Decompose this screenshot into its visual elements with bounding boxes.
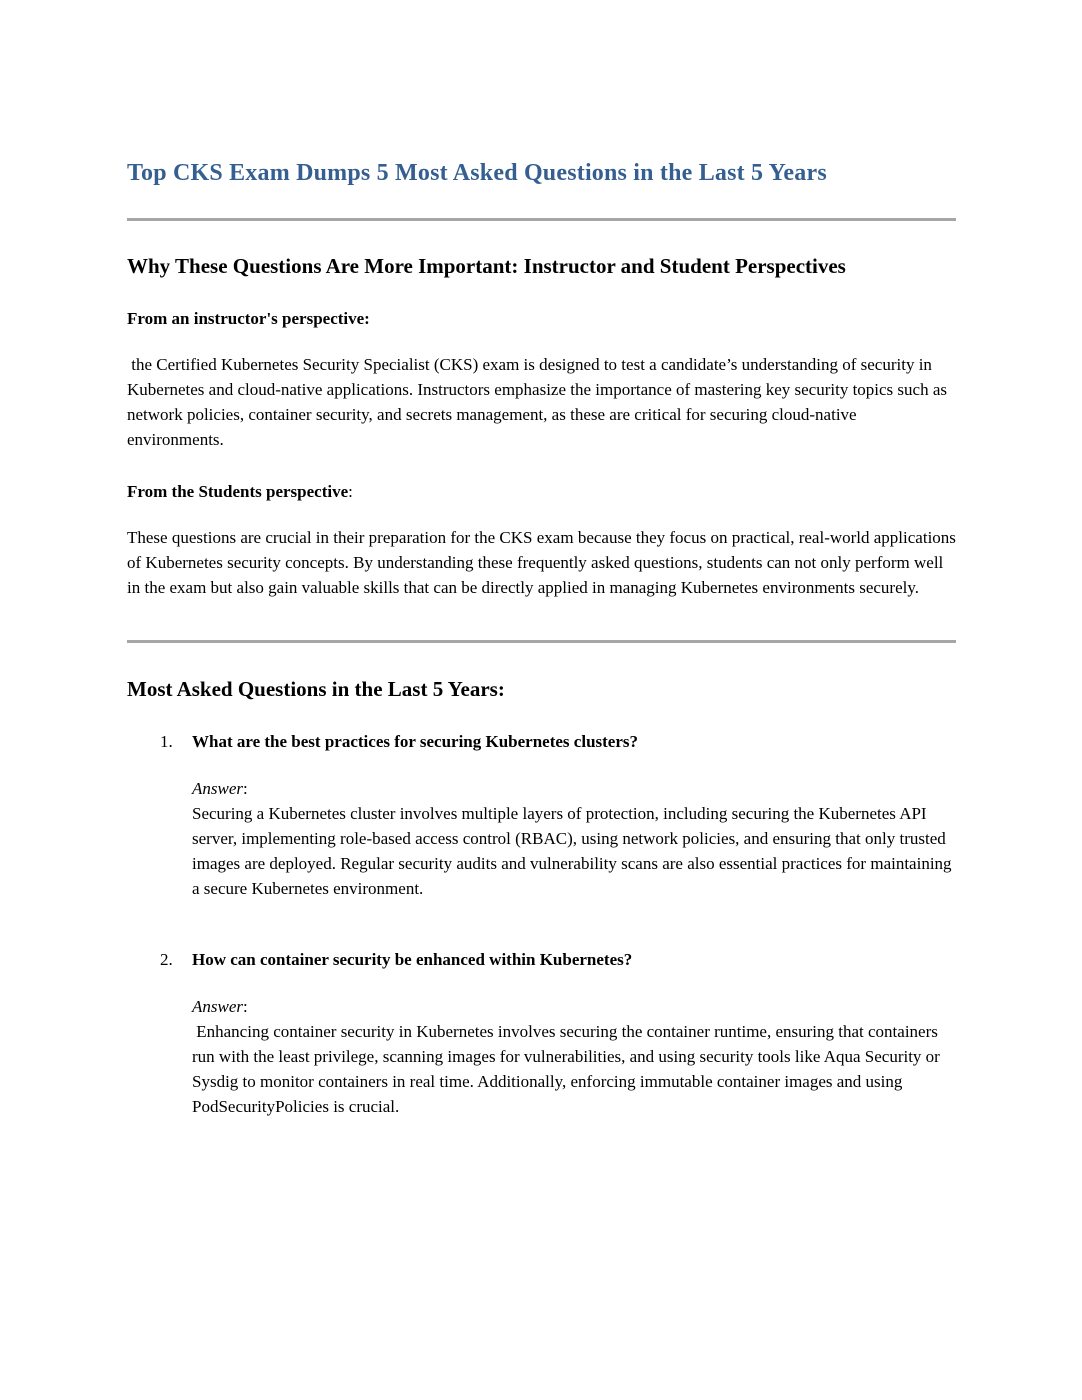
answer-label-word: Answer <box>192 779 243 798</box>
question-number: 1. <box>160 732 173 751</box>
divider-rule-top <box>127 218 956 221</box>
students-perspective-label-colon: : <box>348 482 353 501</box>
question-number: 2. <box>160 950 173 969</box>
section-heading-perspectives: Why These Questions Are More Important: Instructor and Student Perspectives <box>127 254 846 278</box>
answer-text: Securing a Kubernetes cluster involves multiple layers of protection, including securing the Kubernetes API server, implementing role-based access control (RBAC), using network policies, and ensuring that only trusted images are deployed. Regular security audits and vulnerability scans are also essential practices for maintaining a secure Kubernetes environment. <box>192 804 956 898</box>
instructor-perspective-text: the Certified Kubernetes Security Specialist (CKS) exam is designed to test a candidate’s understanding of security in Kubernetes and cloud-native applications. Instructors emphasize the importance of mastering key security topics such as network policies, container security, and secrets management, as these are critical for securing cloud-native environments. <box>127 355 952 449</box>
answer-label-colon: : <box>243 997 248 1016</box>
answer-label-colon: : <box>243 779 248 798</box>
question-item-1 <box>127 729 956 901</box>
answer-label-word: Answer <box>192 997 243 1016</box>
document-title: Top CKS Exam Dumps 5 Most Asked Questions in the Last 5 Years <box>127 160 827 186</box>
question-text: How can container security be enhanced within Kubernetes? <box>192 950 633 969</box>
divider-rule-middle <box>127 640 956 643</box>
answer-block <box>192 994 956 1119</box>
students-perspective-label-text: From the Students perspective <box>127 482 349 501</box>
section-heading-most-asked: Most Asked Questions in the Last 5 Years: <box>127 677 505 701</box>
question-list <box>127 729 956 1119</box>
question-line <box>127 729 956 754</box>
question-line <box>127 947 956 972</box>
answer-label <box>192 776 956 801</box>
instructor-perspective-label: From an instructor's perspective: <box>127 309 370 328</box>
students-perspective-label <box>127 479 956 504</box>
answer-text: Enhancing container security in Kubernetes involves securing the container runtime, ensuring that containers run with the least privilege, scanning images for vulnerabilities, and using security tools like Aqua Security or Sysdig to monitor containers in real time. Additionally, enforcing immutable container images and using PodSecurityPolicies is crucial. <box>192 1022 945 1116</box>
question-item-2 <box>127 947 956 1119</box>
answer-block <box>192 776 956 901</box>
question-text: What are the best practices for securing Kubernetes clusters? <box>192 732 639 751</box>
answer-label <box>192 994 956 1019</box>
students-perspective-text: These questions are crucial in their preparation for the CKS exam because they focus on practical, real-world applications of Kubernetes security concepts. By understanding these frequently asked questions, students can not only perform well in the exam but also gain valuable skills that can be directly applied in managing Kubernetes environments securely. <box>127 528 961 597</box>
